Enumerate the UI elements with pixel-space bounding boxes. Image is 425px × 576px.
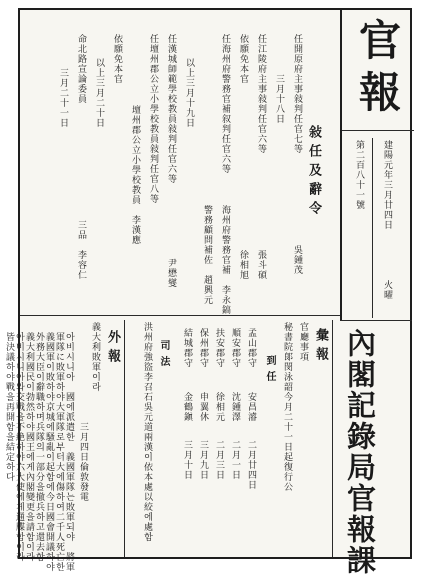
foreign-text-line: 義大利國民이勃然하야國王에게內閣變更을請함이라 bbox=[24, 322, 34, 562]
arrival-name: 申翼休 bbox=[198, 392, 208, 422]
foreign-text-line: 軍隊に敗軍하야大軍隊로부터大에傷하여二千人死亡한 bbox=[54, 322, 64, 572]
appointment-entry: 任江陵府主事敍判任官六等 bbox=[256, 34, 266, 154]
masthead-separator bbox=[372, 138, 373, 318]
arrivals-heading: 到任 bbox=[264, 355, 275, 387]
arrival-name: 安昌濬 bbox=[246, 392, 256, 422]
gazette-page bbox=[4, 8, 412, 576]
column-rule bbox=[332, 320, 333, 557]
appointee-name: 尹懋燮 bbox=[166, 258, 176, 288]
arrival-post: 結城郡守 bbox=[182, 328, 192, 368]
judicial-text: 洪州府強盜李召石吳元道兩漢이依本處以絞에處함 bbox=[142, 322, 152, 542]
arrival-date: 三月九日 bbox=[198, 440, 208, 480]
gazette-heading: 彙報 bbox=[313, 328, 328, 366]
masthead bbox=[340, 10, 414, 320]
arrival-date: 三月十日 bbox=[182, 440, 192, 480]
publisher-stamp: 內閣記錄局官報課 bbox=[343, 328, 377, 576]
issue-number: 第二百八十一號 bbox=[354, 140, 364, 210]
issue-date: 建陽元年三月廿四日 bbox=[382, 140, 392, 230]
section-divider bbox=[20, 315, 340, 316]
arrival-name: 徐相元 bbox=[214, 392, 224, 422]
arrival-name: 金鶴鎭 bbox=[182, 392, 192, 422]
gazette-subheading: 官廳事項 bbox=[298, 322, 308, 362]
column-rule bbox=[124, 320, 125, 557]
gazette-note: 秘書院郞閔泳韶今月二十一日起復行公 bbox=[282, 322, 292, 492]
appointment-entry: 任壇州郡公立小學校教員敍判任官八等 bbox=[148, 34, 158, 204]
arrival-post: 順安郡守 bbox=[230, 328, 240, 368]
foreign-subheading: 義大利敗軍이라 bbox=[90, 322, 100, 392]
issue-weekday: 火曜 bbox=[382, 280, 392, 300]
foreign-text-line: 皆決議하야戰을再開함을結定하다 bbox=[4, 322, 14, 482]
appointee-name: 三品 李容仁 bbox=[76, 220, 86, 280]
appointment-entry: 任海州府警務官補叙判任官六等 bbox=[220, 34, 230, 174]
appointments-heading: 敍任及辭令 bbox=[306, 125, 321, 220]
appointee-name: 張斗碩 bbox=[256, 250, 266, 280]
appointment-date: 以上三月十九日 bbox=[184, 58, 194, 128]
masthead-divider bbox=[342, 130, 414, 131]
foreign-text-line: 外務大臣이辭職하며兵隊의一部分을撤兵하고還去함 bbox=[34, 322, 44, 562]
arrival-post: 孟山郡守 bbox=[246, 328, 256, 368]
foreign-date: 三月四日倫敦發電 bbox=[78, 422, 88, 502]
appointee-name: 吳鍾茂 bbox=[292, 245, 302, 275]
foreign-text-line: 아비시니아와交戰을不絶하야六大使에게通牒함이라 bbox=[14, 322, 24, 562]
appointment-entry: 任漢城師範學校教員敍判任官六等 bbox=[166, 34, 176, 184]
appointment-entry: 依願免本官 bbox=[112, 34, 122, 84]
appointment-entry: 依願免本官 bbox=[238, 34, 248, 84]
masthead-bottom-rule bbox=[340, 320, 412, 321]
appointee-name: 壇州郡公立小學校教員 李漢應 bbox=[130, 105, 140, 245]
gazette-title: 官報 bbox=[353, 18, 402, 122]
appointment-entry: 命北路宣論委員 bbox=[76, 34, 86, 104]
arrival-post: 保州郡守 bbox=[198, 328, 208, 368]
arrival-post: 扶安郡守 bbox=[214, 328, 224, 368]
arrival-date: 二月廿四日 bbox=[246, 440, 256, 490]
arrival-date: 二月一日 bbox=[230, 440, 240, 480]
foreign-heading: 外報 bbox=[105, 330, 120, 368]
appointee-name: 海州府警務官補 李永鎬 bbox=[220, 205, 230, 315]
appointee-name: 徐相旭 bbox=[238, 250, 248, 280]
arrival-name: 沈鍾澤 bbox=[230, 392, 240, 422]
appointee-name: 警務顧問補佐 趙興元 bbox=[202, 205, 212, 305]
appointment-date: 三月二十一日 bbox=[58, 68, 68, 128]
foreign-text-line: 아비시니아 國에派遣한 義國軍隊는敗軍되야 將軍 bbox=[64, 322, 74, 572]
appointment-entry: 任開原府主事敍判任官七等 bbox=[292, 34, 302, 154]
foreign-text-line: 義國軍이敗하야京城에騷亂이起함에今日國會開議하야 bbox=[44, 322, 54, 572]
arrival-date: 二月三日 bbox=[214, 440, 224, 480]
appointment-date: 三月十八日 bbox=[274, 74, 284, 124]
appointment-date: 以上三月二十日 bbox=[94, 58, 104, 128]
judicial-heading: 司法 bbox=[158, 340, 169, 372]
